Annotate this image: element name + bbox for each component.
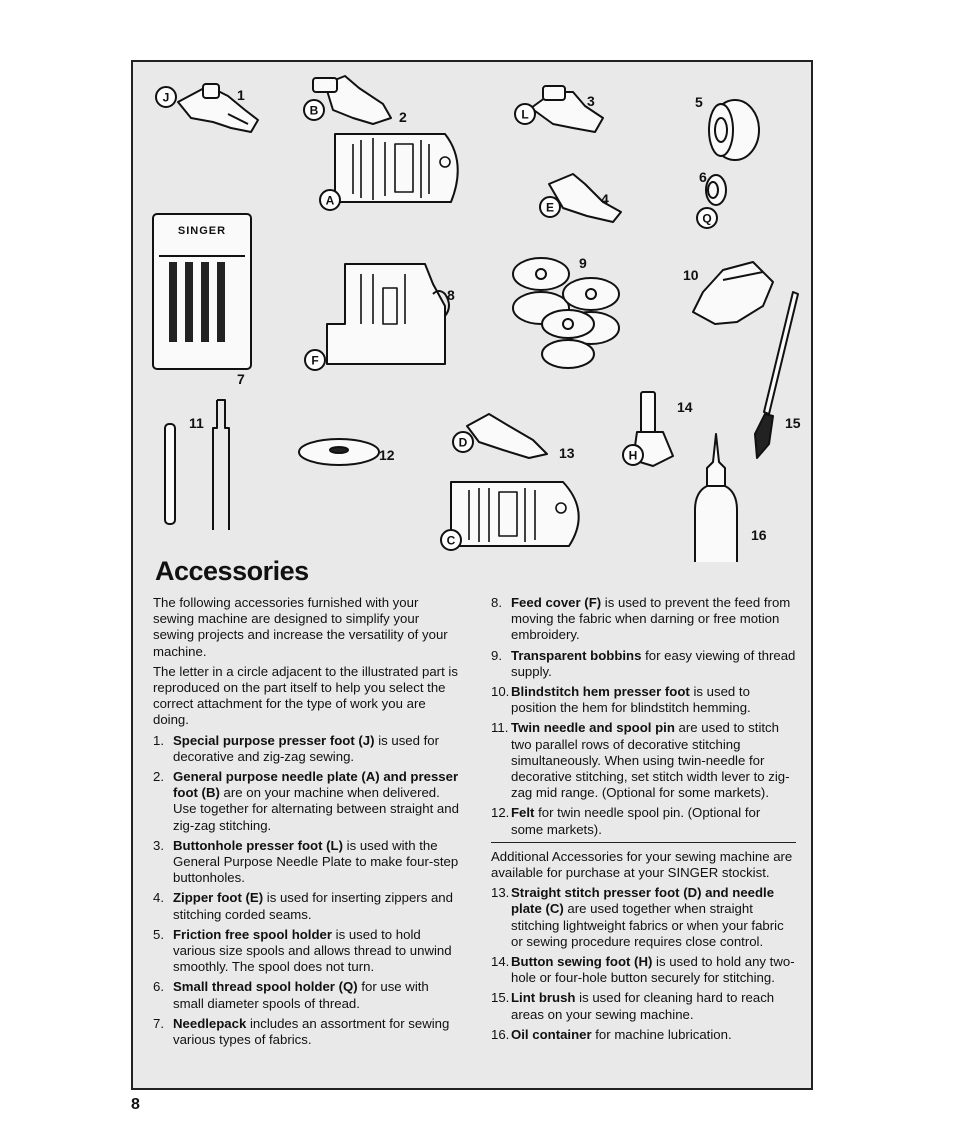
item-number-8: 8 <box>447 287 455 303</box>
intro-paragraph-1: The following accessories furnished with your sewing machine are designed to simplify your sewing projects and increase the versatility of your machine. <box>153 595 448 659</box>
circle-letter-q: Q <box>702 211 712 226</box>
list-item: 9. Transparent bobbins for easy viewing of thread supply. <box>491 647 796 679</box>
circle-letter-e: E <box>545 200 555 215</box>
item-number-2: 2 <box>399 109 407 125</box>
list-item: 8. Feed cover (F) is used to prevent the feed from moving the fabric when darning or free motion embroidery. <box>491 595 791 643</box>
needle-plate-c-drawing <box>451 482 579 546</box>
item-number-16: 16 <box>751 527 767 543</box>
left-column <box>153 595 461 1052</box>
section-divider <box>491 842 796 843</box>
item-number-7: 7 <box>237 371 245 387</box>
item-number-5: 5 <box>695 94 703 110</box>
blindstitch-foot-drawing <box>693 262 773 324</box>
circle-label-c <box>441 530 461 550</box>
page-title: Accessories <box>155 556 309 586</box>
list-item: 16. Oil container for machine lubrication. <box>491 1026 732 1042</box>
list-item: 14. Button sewing foot (H) is used to hold any two-hole or four-hole button securely for stitching. <box>491 954 795 986</box>
circle-letter-c: C <box>446 533 456 548</box>
item-number-3: 3 <box>587 93 595 109</box>
page-number: 8 <box>131 1096 140 1113</box>
needlepack-drawing <box>153 214 251 369</box>
item-number-10: 10 <box>683 267 699 283</box>
circle-letter-b: B <box>309 103 319 118</box>
needlepack-brand: SINGER <box>177 225 227 237</box>
item-number-11: 11 <box>189 415 204 431</box>
item-number-6: 6 <box>699 169 707 185</box>
list-item: 4. Zipper foot (E) is used for inserting zippers and stitching corded seams. <box>153 890 453 922</box>
circle-label-f <box>305 350 325 370</box>
small-spool-holder-drawing <box>706 175 726 205</box>
circle-label-h <box>623 445 643 465</box>
list-item: 6. Small thread spool holder (Q) for use with small diameter spools of thread. <box>153 979 429 1011</box>
feed-cover-f-drawing <box>327 264 449 364</box>
list-item: 7. Needlepack includes an assortment for sewing various types of fabrics. <box>153 1015 450 1048</box>
accessory-list-left <box>153 733 461 1049</box>
circle-label-j <box>156 87 176 107</box>
item-number-9: 9 <box>579 255 587 271</box>
list-item: 15. Lint brush is used for cleaning hard to reach areas on your sewing machine. <box>491 990 775 1022</box>
zipper-foot-e-drawing <box>549 174 621 222</box>
item-number-1: 1 <box>237 87 245 103</box>
circle-letter-a: A <box>325 193 335 208</box>
intro-paragraph-2: The letter in a circle adjacent to the illustrated part is reproduced on the part itself to help you select the correct attachment for the type of work you are doing. <box>153 663 458 728</box>
right-column <box>491 595 796 1047</box>
circle-label-e <box>540 197 560 217</box>
list-item: 1. Special purpose presser foot (J) is used for decorative and zig-zag sewing. <box>153 732 440 764</box>
list-item: 2. General purpose needle plate (A) and presser foot (B) are on your machine when delivered. Use together for alternating between straight and zig-zag stitching. <box>153 769 459 833</box>
item-number-14: 14 <box>677 399 693 415</box>
additional-accessories-intro: Additional Accessories for your sewing machine are available for purchase at your SINGER stockist. <box>491 848 793 881</box>
list-item: 13. Straight stitch presser foot (D) and needle plate (C) are used together when straight stitching lightweight fabrics or when your fabric or sewing procedure requires close control. <box>491 885 784 949</box>
circle-label-l <box>515 104 535 124</box>
list-item: 5. Friction free spool holder is used to hold various size spools and allows thread to unwind smoothly. The spool does not turn. <box>153 926 452 975</box>
item-number-12: 12 <box>379 447 395 463</box>
circle-letter-j: J <box>162 90 170 105</box>
list-item: 3. Buttonhole presser foot (L) is used with the General Purpose Needle Plate to make four-step buttonholes. <box>153 837 459 886</box>
list-item: 11. Twin needle and spool pin are used to stitch two parallel rows of decorative stitching simultaneously. When using twin-needle for decorative stitching, set stitch width lever to zig-zag mid range. (Optional for some markets). <box>491 720 790 801</box>
circle-letter-f: F <box>311 353 319 368</box>
transparent-bobbins-drawing <box>513 258 619 368</box>
oil-container-drawing <box>695 434 737 562</box>
circle-label-a <box>320 190 340 210</box>
circle-letter-h: H <box>628 448 638 463</box>
accessories-illustration <box>133 62 813 562</box>
presser-foot-j-drawing <box>178 84 258 132</box>
circle-label-q <box>697 208 717 228</box>
circle-label-d <box>453 432 473 452</box>
accessory-list-right <box>491 595 796 838</box>
list-item: 10. Blindstitch hem presser foot is used to position the hem for blindstitch hemming. <box>491 684 751 716</box>
accessory-list-additional <box>491 885 796 1043</box>
list-item: 12. Felt for twin needle spool pin. (Optional for some markets). <box>491 805 761 837</box>
circle-letter-d: D <box>458 435 468 450</box>
accessories-panel <box>131 60 813 1090</box>
circle-letter-l: L <box>521 107 529 122</box>
needle-plate-a-drawing <box>335 134 458 202</box>
presser-foot-b-drawing <box>313 76 391 124</box>
item-number-4: 4 <box>601 191 609 207</box>
presser-foot-d-drawing <box>467 414 547 458</box>
lint-brush-drawing <box>755 292 798 458</box>
item-number-15: 15 <box>785 415 801 431</box>
item-number-13: 13 <box>559 445 575 461</box>
circle-label-b <box>304 100 324 120</box>
felt-drawing <box>299 439 379 465</box>
spool-holder-drawing <box>709 100 759 160</box>
